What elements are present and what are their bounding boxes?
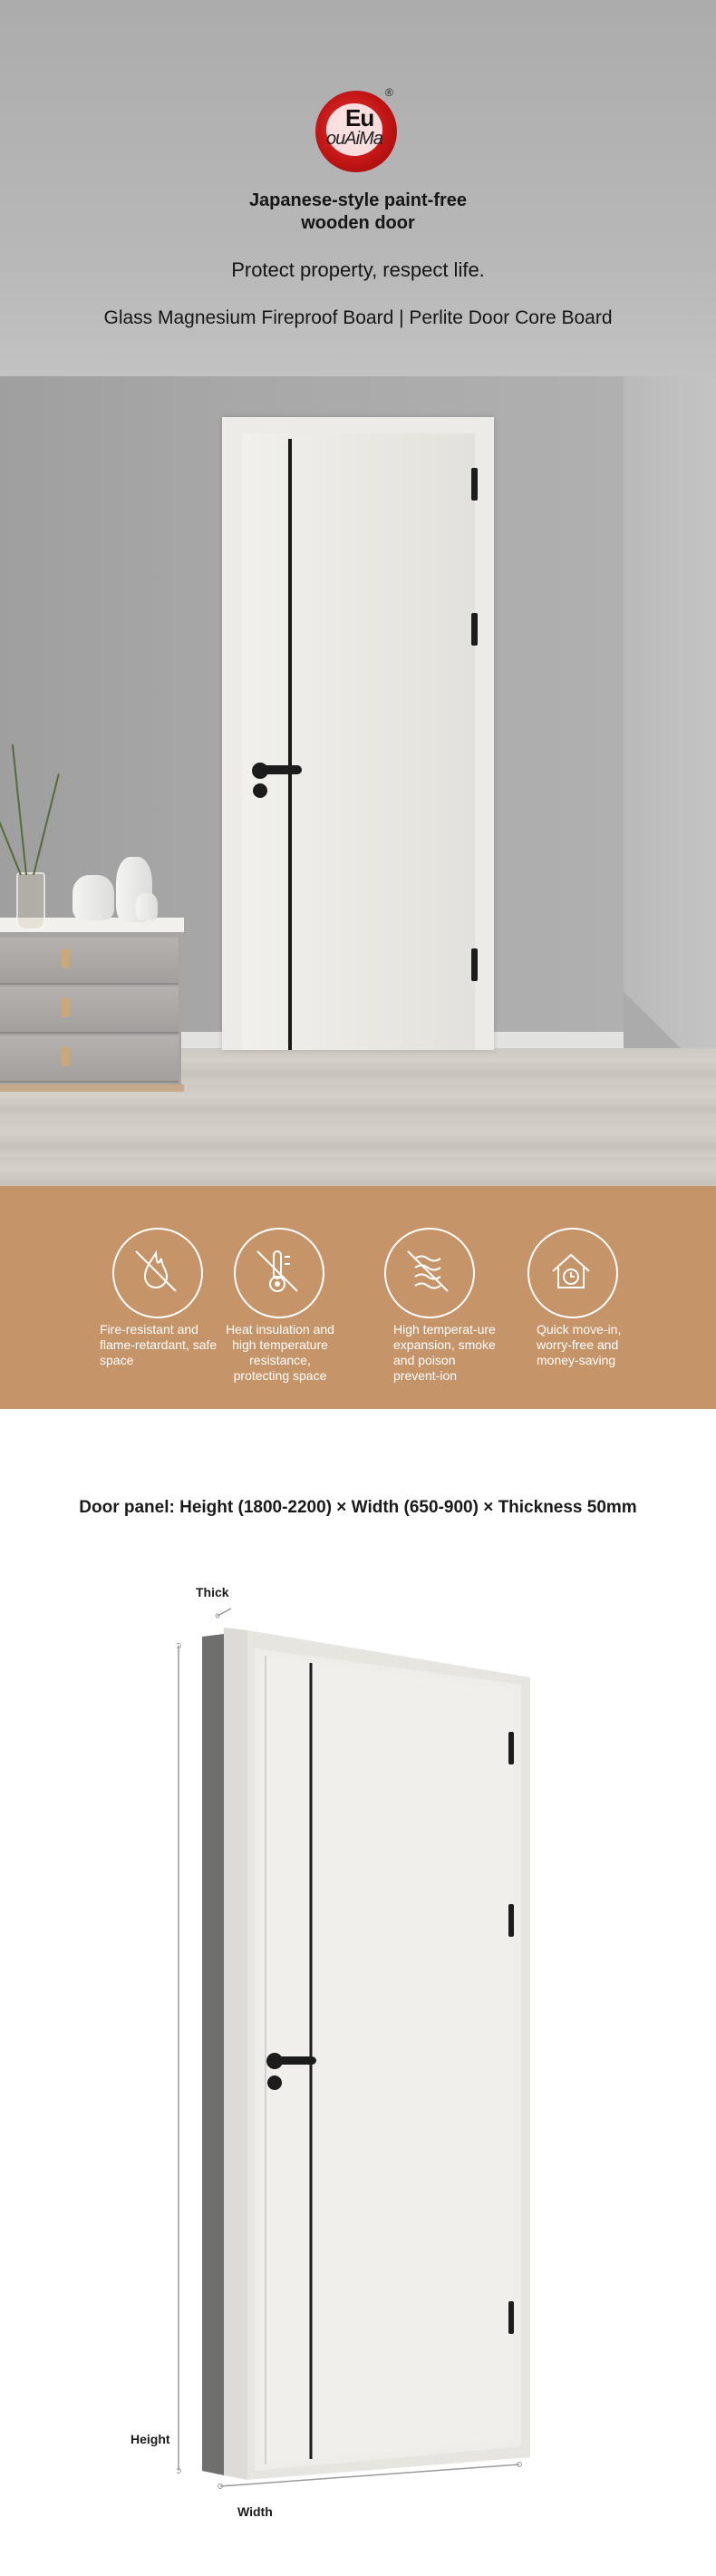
house-clock-icon [546,1246,596,1297]
hinge [471,948,478,981]
vase [136,893,158,920]
feature-text: High temperat-ure expansion, smoke and poison prevent-ion [393,1322,496,1383]
glass-vase [16,872,45,930]
keyhole [253,783,267,798]
brand-logo [315,91,397,172]
feature-icon-circle [527,1228,618,1318]
side-wall [624,376,716,1084]
feature-icon-circle [384,1228,475,1318]
thick-label: Thick [196,1585,229,1599]
height-label: Height [131,2432,170,2446]
logo-text: Eu [345,104,374,131]
feature-icon-circle [234,1228,324,1318]
feature-text: Fire-resistant and flame-retardant, safe space [100,1322,218,1367]
slogan: Protect property, respect life. [231,258,485,281]
hero-section [0,0,716,1186]
door-diagram [177,1578,557,2530]
page-title: Japanese-style paint-free wooden door [248,190,468,233]
door-leaf [242,433,475,1050]
thermometer-icon [252,1246,303,1297]
handle-rose [252,763,268,779]
registered-mark: ® [385,86,393,99]
width-label: Width [237,2504,273,2519]
sideboard-cabinet [0,918,184,1092]
hinge [471,613,478,646]
hinge [471,468,478,501]
no-fire-icon [131,1246,181,1297]
dimension-spec: Door panel: Height (1800-2200) × Width (650-900) × Thickness 50mm [79,1498,637,1517]
no-smoke-icon [402,1246,453,1297]
door-decor-line [288,439,292,1050]
feature-text: Heat insulation and high temperature resistance, protecting space [226,1322,334,1383]
feature-icon-circle [112,1228,203,1318]
logo-subtext: ouAiMa [326,129,382,149]
materials-line: Glass Magnesium Fireproof Board | Perlite Door Core Board [103,307,613,328]
feature-text: Quick move-in, worry-free and money-saving [537,1322,622,1367]
vase [73,875,114,920]
